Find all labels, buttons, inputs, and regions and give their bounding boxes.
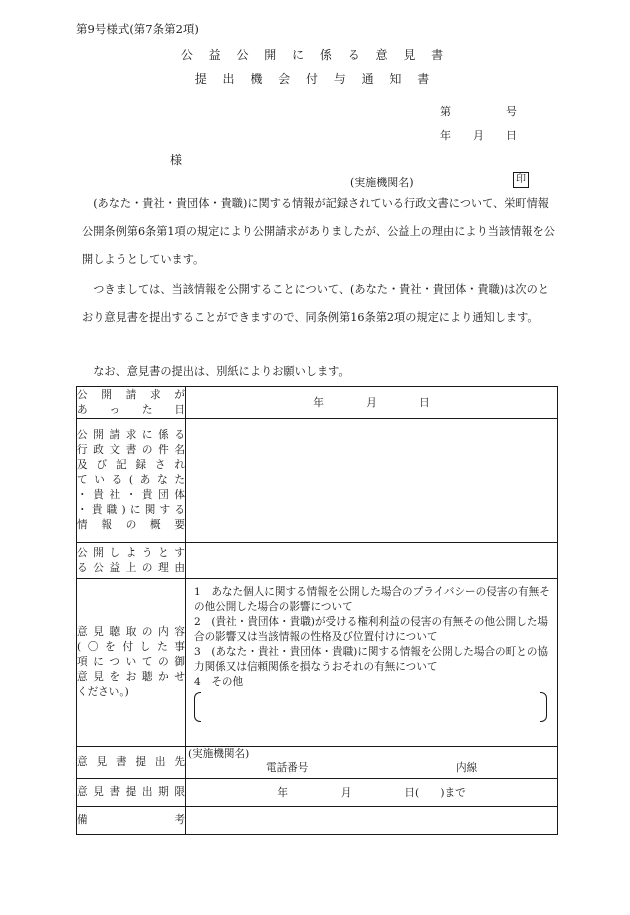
opinion-item-3: 3 (あなた・貴社・貴団体・貴職)に関する情報を公開した場合の町との協力関係又は信頼関係を損なうおそれの有無について	[194, 646, 549, 673]
value-remarks[interactable]	[186, 807, 558, 835]
table-row-document-summary	[77, 419, 558, 543]
label-opinion-content: 意見聴取の内容 (〇を付した事 項についての御 意見をお聴かせ ください。)	[77, 579, 186, 747]
value-request-date: 年 月 日	[186, 387, 558, 419]
opinion-item-1: 1 あなた個人に関する情報を公開した場合のプライバシーの侵害の有無その他公開した場合の影響について	[194, 586, 550, 613]
value-opinion-content	[186, 579, 558, 747]
opinion-item-2: 2 (貴社・貴団体・貴職)が受ける権利利益の侵害の有無その他公開した場合の影響又は当該情報の性格及び位置付けについて	[194, 616, 549, 643]
document-title: 公 益 公 開 に 係 る 意 見 書	[180, 48, 450, 62]
other-opinion-bracket[interactable]	[194, 692, 547, 722]
label-submission-destination: 意見書提出先	[77, 747, 186, 779]
opinion-item-4: 4 その他	[194, 676, 244, 688]
phone-label: 電話番号	[266, 762, 309, 774]
value-submission-destination	[186, 747, 558, 779]
label-request-date: 公開請求が あ っ た 日	[77, 387, 186, 419]
document-subtitle: 提 出 機 会 付 与 通 知 書	[194, 72, 436, 86]
value-document-summary[interactable]	[186, 419, 558, 543]
seal-mark: 印	[513, 172, 529, 188]
paragraph-submission-note: なお、意見書の提出は、別紙によりお願いします。	[93, 365, 350, 378]
destination-agency: (実施機関名)	[188, 748, 250, 760]
left-bracket	[194, 692, 201, 722]
table-row-request-date	[77, 387, 558, 419]
document-number-line: 第 号	[440, 105, 517, 118]
table-row-submission-deadline	[77, 779, 558, 807]
notice-table	[76, 386, 558, 835]
table-row-public-interest	[77, 543, 558, 579]
table-row-remarks	[77, 807, 558, 835]
label-remarks: 備 考	[77, 807, 186, 835]
paragraph-notice: (あなた・貴社・貴団体・貴職)に関する情報が記録されている行政文書について、栄町情報公開条例第6条第1項の規定により公開請求がありましたが、公益上の理由により当該情報を公開しようとしています。	[82, 197, 555, 266]
issuer-name: (実施機関名)	[350, 176, 414, 189]
addressee-suffix: 様	[170, 153, 183, 167]
value-submission-deadline: 年 月 日( )まで	[186, 779, 558, 807]
label-public-interest: 公開しようとす る公益上の理由	[77, 543, 186, 579]
table-row-submission-destination	[77, 747, 558, 779]
label-submission-deadline: 意見書提出期限	[77, 779, 186, 807]
value-public-interest[interactable]	[186, 543, 558, 579]
paragraph-opinion-right: つきましては、当該情報を公開することについて、(あなた・貴社・貴団体・貴職)は次のとおり意見書を提出することができますので、同条例第16条第2項の規定により通知します。	[82, 283, 549, 324]
document-date-line: 年 月 日	[440, 129, 517, 142]
right-bracket	[540, 692, 547, 722]
label-document-summary: 公開請求に係る 行政文書の件名 及び記録され ている(あなた ・貴社・貴団体 ・貴職)に関する 情報の概要	[77, 419, 186, 543]
extension-label: 内線	[456, 762, 478, 774]
table-row-opinion-content	[77, 579, 558, 747]
form-id: 第9号様式(第7条第2項)	[76, 22, 199, 36]
